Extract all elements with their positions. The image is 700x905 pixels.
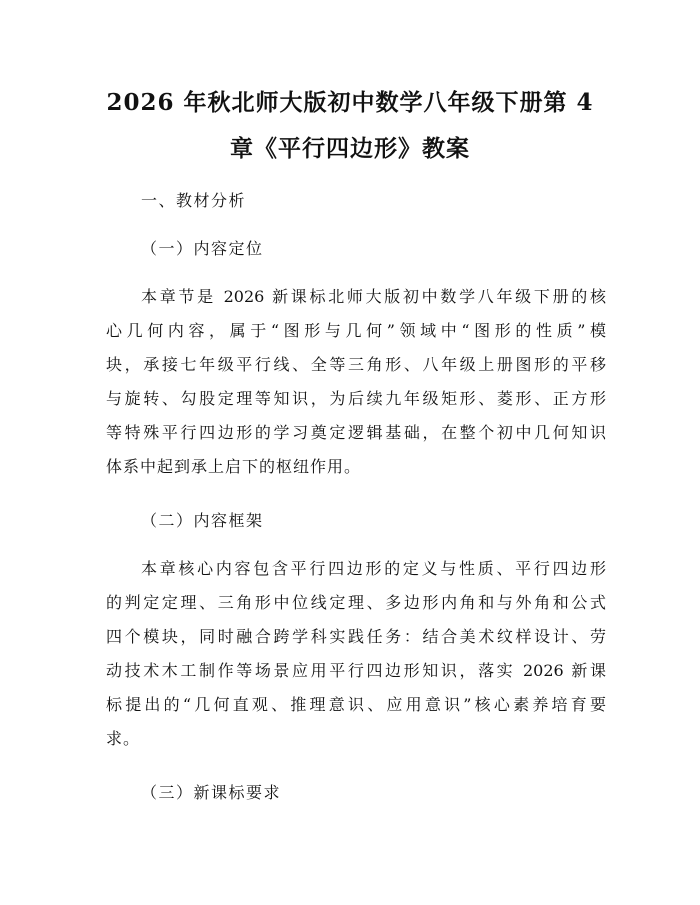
paragraph-line: 本章节是 2026 新课标北师大版初中数学八年级下册的核: [141, 287, 606, 306]
paragraph-line: 四个模块，同时融合跨学科实践任务：结合美术纹样设计、劳: [106, 627, 606, 646]
document-title-line-1: 2026 年秋北师大版初中数学八年级下册第 4: [106, 89, 594, 116]
paragraph-line: 求。: [106, 729, 141, 748]
paragraph-line: 的判定定理、三角形中位线定理、多边形内角和与外角和公式: [106, 593, 606, 612]
paragraph-line: 与旋转、勾股定理等知识，为后续九年级矩形、菱形、正方形: [106, 389, 606, 408]
subheading-curriculum-requirements: （三）新课标要求: [141, 783, 282, 802]
paragraph-line: 等特殊平行四边形的学习奠定逻辑基础，在整个初中几何知识: [106, 423, 606, 442]
section-heading-textbook-analysis: 一、教材分析: [141, 191, 247, 210]
paragraph-line: 心几何内容，属于“图形与几何”领域中“图形的性质”模: [106, 321, 606, 340]
document-title-line-2: 章《平行四边形》教案: [230, 135, 470, 162]
paragraph-line: 标提出的“几何直观、推理意识、应用意识”核心素养培育要: [106, 695, 606, 714]
subheading-content-framework: （二）内容框架: [141, 511, 264, 530]
paragraph-line: 体系中起到承上启下的枢纽作用。: [106, 457, 362, 476]
paragraph-line: 本章核心内容包含平行四边形的定义与性质、平行四边形: [141, 559, 606, 578]
paragraph-line: 块，承接七年级平行线、全等三角形、八年级上册图形的平移: [106, 355, 606, 374]
subheading-content-positioning: （一）内容定位: [141, 239, 264, 258]
paragraph-line: 动技术木工制作等场景应用平行四边形知识，落实 2026 新课: [106, 661, 606, 680]
